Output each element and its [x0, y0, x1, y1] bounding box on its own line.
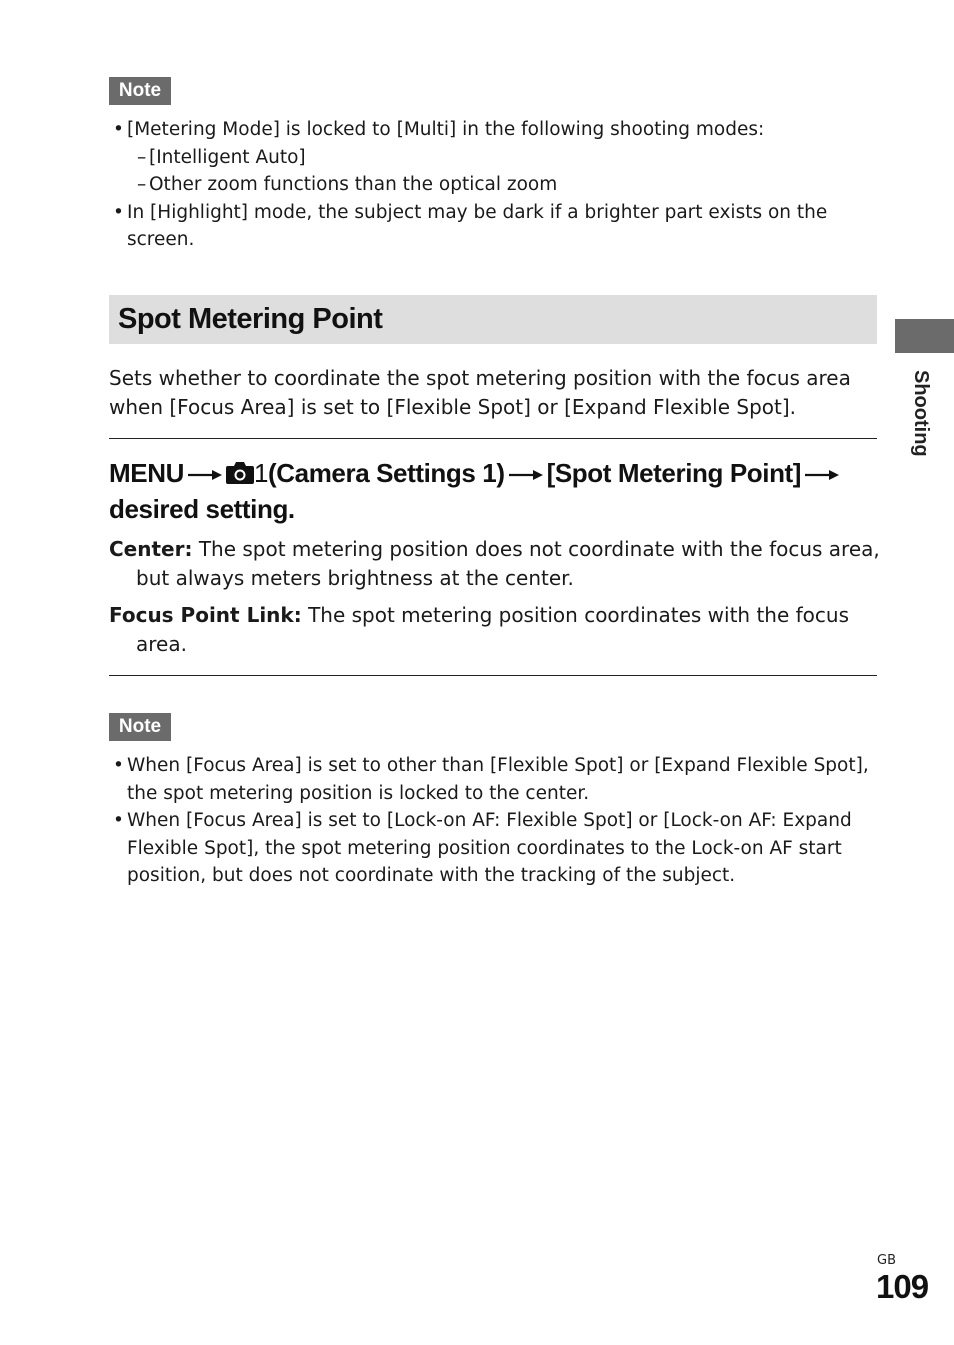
divider: [109, 438, 877, 439]
setting-desc: The spot metering position coordinates with the focus area.: [136, 603, 849, 656]
page-number: 109: [876, 1268, 929, 1305]
setting-term: Center:: [109, 537, 193, 561]
bullet-icon: •: [113, 755, 124, 776]
bullet-icon: •: [113, 201, 124, 223]
note-subitem-text: Other zoom functions than the optical zoom: [149, 174, 558, 195]
note-item-text: [Metering Mode] is locked to [Multi] in the following shooting modes:: [127, 119, 765, 140]
camera-icon: [226, 462, 254, 484]
menu-tab-name: (Camera Settings 1): [268, 458, 505, 488]
note-subitem-text: [Intelligent Auto]: [149, 146, 306, 168]
note-item: [113, 752, 883, 807]
arrow-right-icon: [509, 470, 543, 480]
note-subitem: [127, 144, 883, 172]
note-sublist: [127, 144, 883, 199]
dash-icon: –: [137, 146, 147, 168]
page-region-code: GB: [877, 1253, 896, 1268]
menu-tab-number: 1: [253, 458, 269, 488]
divider: [109, 675, 877, 676]
note-list: [113, 752, 883, 890]
menu-label: MENU: [109, 458, 184, 488]
setting-center: [109, 535, 904, 593]
note-subitem: [127, 171, 883, 199]
section-title: Spot Metering Point: [118, 303, 383, 335]
side-tab-label: Shooting: [910, 370, 932, 457]
note-list: [113, 116, 883, 254]
section-heading-band: [109, 295, 877, 344]
menu-item: [Spot Metering Point]: [546, 458, 802, 488]
arrow-right-icon: [805, 470, 839, 480]
note-item: [113, 116, 883, 199]
menu-end: desired setting.: [109, 494, 295, 524]
arrow-right-icon: [188, 470, 222, 480]
note-item-text: When [Focus Area] is set to other than [Flexible Spot] or [Expand Flexible Spot], the spot metering position is locked to the center.: [127, 755, 869, 804]
note-item-text: In [Highlight] mode, the subject may be dark if a brighter part exists on the screen.: [127, 201, 828, 250]
setting-desc: The spot metering position does not coordinate with the focus area, but always meters brightness at the center.: [136, 537, 880, 590]
side-tab-marker: [895, 319, 954, 353]
setting-focus-point-link: [109, 601, 904, 659]
note-item: [113, 807, 883, 890]
section-intro: Sets whether to coordinate the spot metering position with the focus area when [Focus Area] is set to [Flexible Spot] or [Expand Flexible Spot].: [109, 366, 851, 419]
bullet-icon: •: [113, 119, 124, 140]
bullet-icon: •: [113, 810, 124, 831]
setting-term: Focus Point Link:: [109, 603, 302, 627]
note-item: [113, 199, 883, 254]
note-label: Note: [109, 77, 171, 105]
menu-path: [109, 455, 869, 527]
note-label: Note: [109, 713, 171, 741]
dash-icon: –: [137, 174, 147, 195]
note-item-text: When [Focus Area] is set to [Lock-on AF: Flexible Spot] or [Lock-on AF: Expand Flexible Spot], the spot metering position coordinates to the Lock-on AF start position, but does not coordinate with the tracking of the subject.: [127, 810, 852, 886]
